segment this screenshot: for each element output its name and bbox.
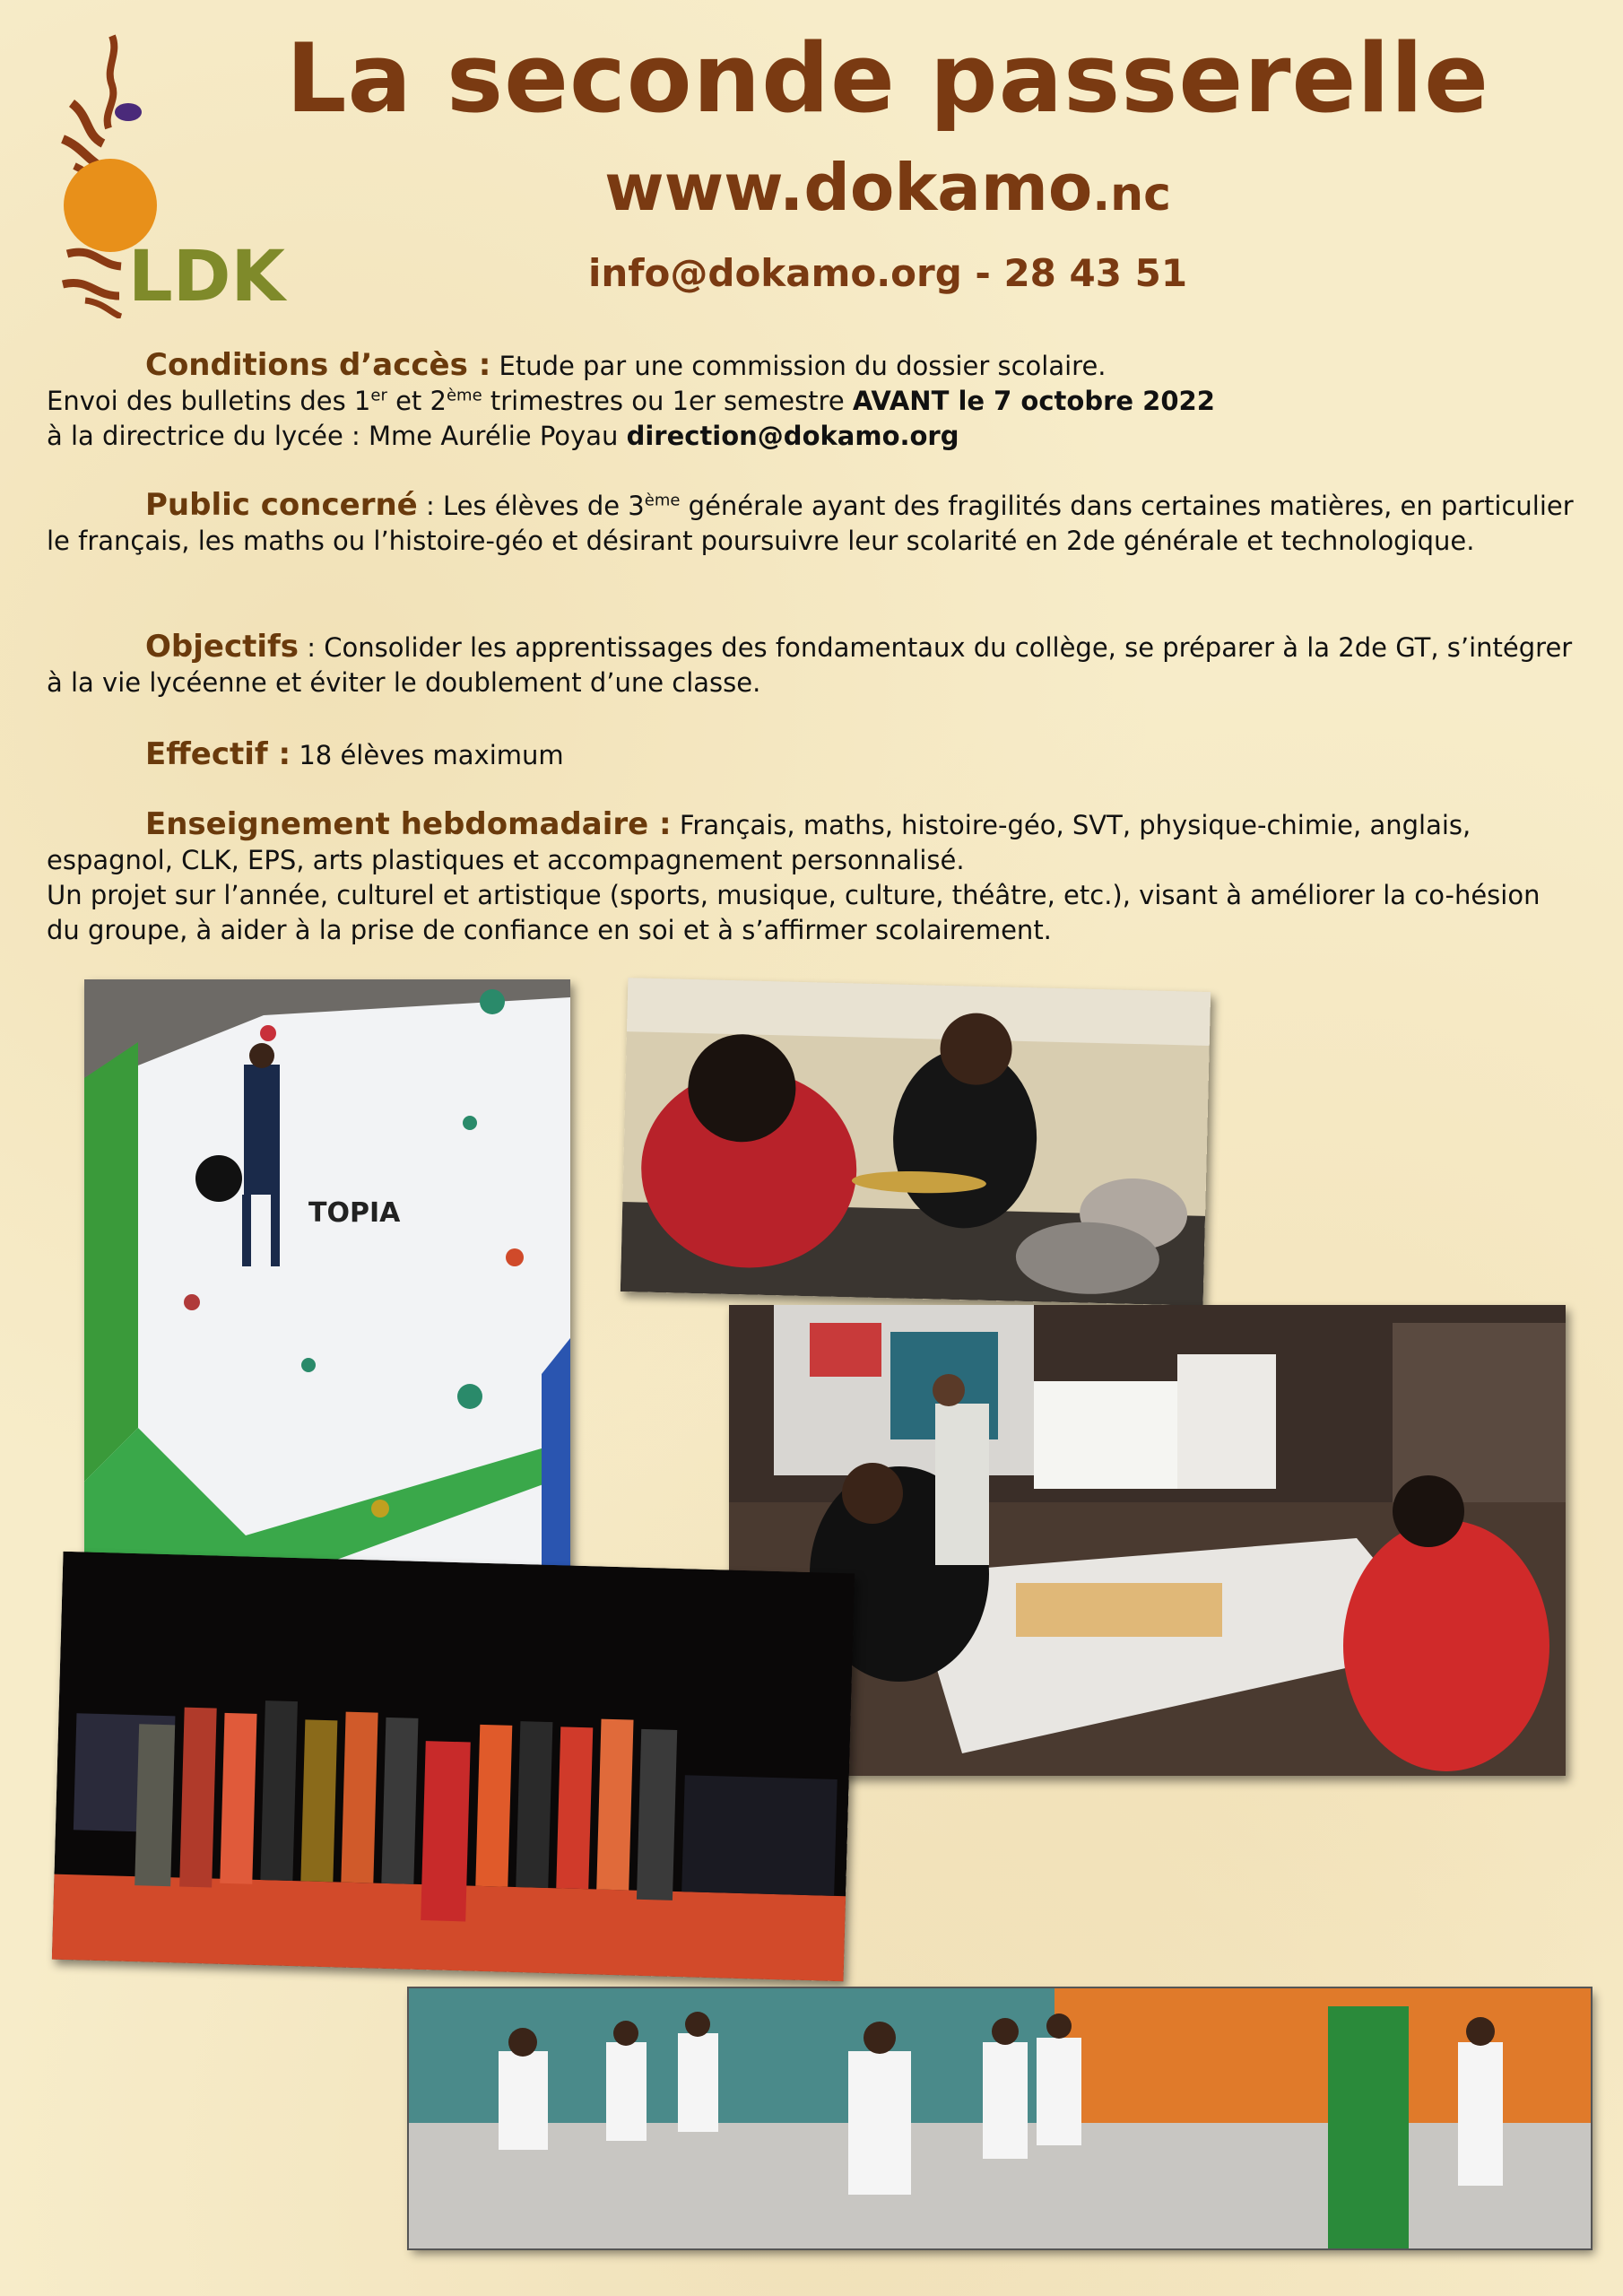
conditions-heading: Conditions d’accès : [145,347,491,383]
section-objectifs [47,630,1576,700]
conditions-line2a: Envoi des bulletins des 1 [47,386,371,416]
sup-eme-public: ème [644,491,681,510]
effectif-text: 18 élèves maximum [291,740,564,770]
photo-capoeira [409,1988,1591,2248]
website-link[interactable] [269,152,1506,223]
website-main: www.dokamo [604,150,1093,225]
climbing-wall-text: TOPIA [308,1197,401,1229]
enseignement-text: Français, maths, histoire-géo, SVT, physique-chimie, anglais, espagnol, CLK, EPS, arts plastiques et accompagnement personnalisé. [47,810,1471,875]
public-text-b: générale ayant des fragilités dans certaines matières, en particulier le français, les maths ou l’histoire-géo et désirant poursuivre leur scolarité en 2de générale et technologique. [47,491,1574,556]
website-tld: .nc [1092,168,1171,222]
conditions-line2c: trimestres ou 1er semestre [482,386,853,416]
deadline: AVANT le 7 octobre 2022 [852,386,1215,416]
section-public [47,488,1576,559]
logo-text: LDK [128,237,285,317]
enseignement-heading: Enseignement hebdomadaire : [145,806,672,842]
section-conditions [47,348,1576,454]
conditions-line2b: et 2 [386,386,447,416]
conditions-line3: à la directrice du lycée : Mme Aurélie Poyau [47,421,627,451]
direction-email[interactable]: direction@dokamo.org [626,421,959,451]
section-enseignement [47,807,1576,948]
objectifs-heading: Objectifs [145,629,299,665]
page-title: La seconde passerelle [286,23,1489,134]
section-effectif [47,737,1576,773]
conditions-line1: Etude par une commission du dossier scolaire. [490,351,1107,381]
photo-music [621,978,1211,1306]
photo-climbing [84,979,570,1593]
effectif-heading: Effectif : [145,736,291,772]
sup-eme: ème [446,386,482,405]
contact-info: info@dokamo.org - 28 43 51 [587,251,1188,295]
projet-text: Un projet sur l’année, culturel et artistique (sports, musique, culture, théâtre, etc.), visant à améliorer la co-hésion du groupe, à aider à la prise de confiance en soi et à s’affirmer scolairement. [47,880,1541,945]
public-heading: Public concerné [145,487,418,523]
objectifs-text: : Consolider les apprentissages des fondamentaux du collège, se préparer à la 2de GT, s’intégrer à la vie lycéenne et éviter le doublement d’une classe. [47,632,1573,698]
photo-classroom [729,1305,1566,1776]
photo-choir [52,1552,855,1981]
ldk-logo [49,31,300,318]
public-text-a: : Les élèves de 3 [417,491,645,521]
sup-er: er [370,386,387,405]
